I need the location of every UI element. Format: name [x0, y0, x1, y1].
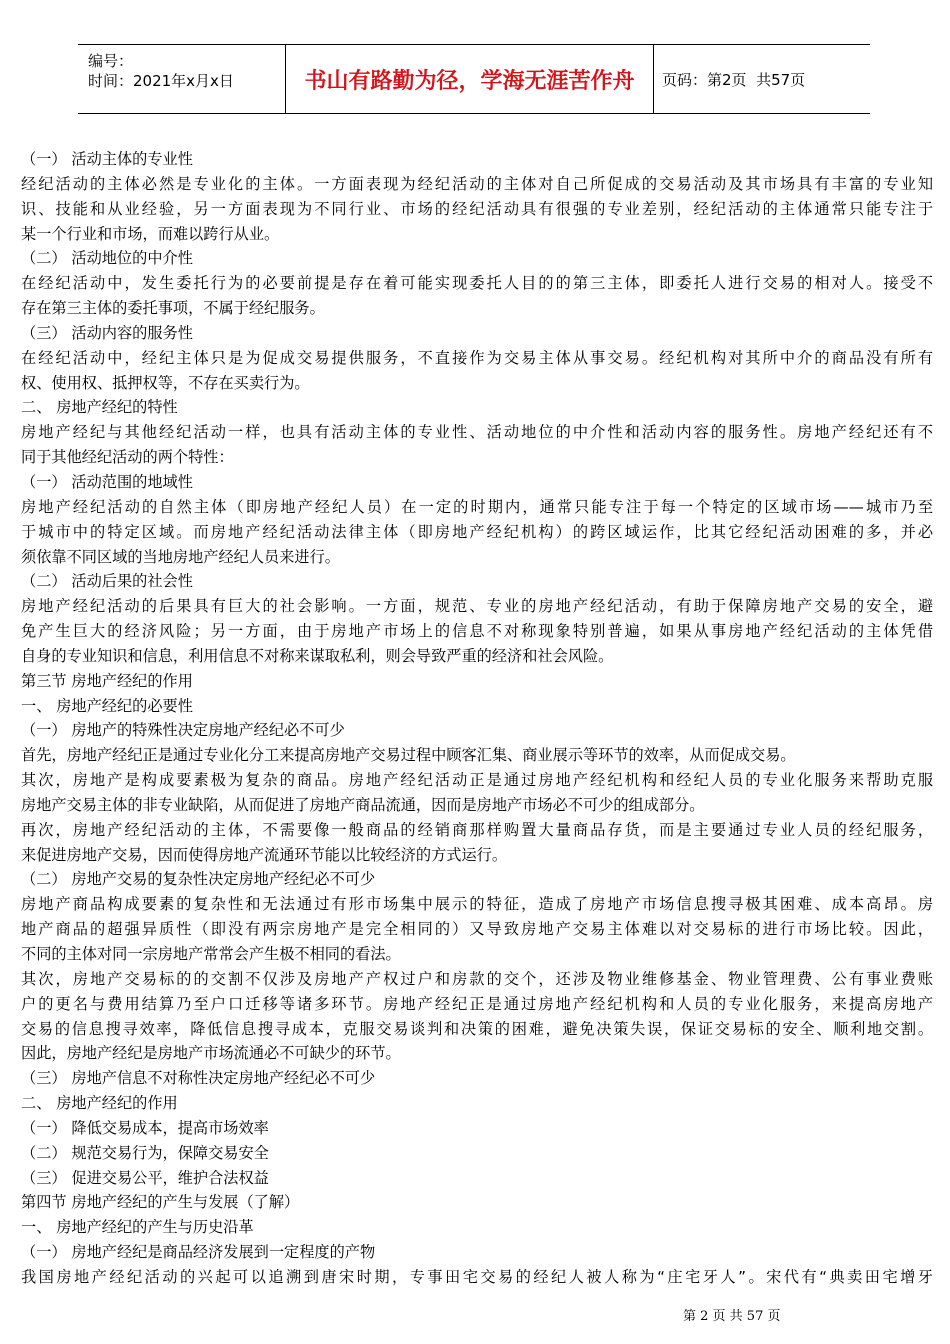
text-line: 户的更名与费用结算乃至户口迁移等诸多环节。房地产经纪正是通过房地产经纪机构和人员的专业化服务，来提高房地产: [21, 994, 933, 1013]
text-line: 权、使用权、抵押权等，不存在买卖行为。: [21, 373, 310, 392]
text-line: （二） 房地产交易的复杂性决定房地产经纪必不可少: [21, 870, 376, 889]
text-line: （三） 活动内容的服务性: [21, 323, 193, 342]
text-line: 首先，房地产经纪正是通过专业化分工来提高房地产交易过程中顾客汇集、商业展示等环节的效率，从而促成交易。: [21, 746, 796, 765]
text-line: 存在第三主体的委托事项，不属于经纪服务。: [21, 299, 325, 318]
text-line: 某一个行业和市场，而难以跨行从业。: [21, 224, 280, 243]
text-line: 二、 房地产经纪的特性: [21, 398, 178, 417]
text-line: 在经纪活动中，发生委托行为的必要前提是存在着可能实现委托人目的的第三主体，即委托人进行交易的相对人。接受不: [21, 274, 933, 293]
text-line: （一） 降低交易成本，提高市场效率: [21, 1118, 269, 1137]
text-line: （一） 活动范围的地域性: [21, 472, 193, 491]
text-line: 在经纪活动中，经纪主体只是为促成交易提供服务，不直接作为交易主体从事交易。经纪机构对其所中介的商品没有所有: [21, 348, 933, 367]
text-line: 来促进房地产交易，因而使得房地产流通环节能以比较经济的方式运行。: [21, 845, 507, 864]
text-line: 交易的信息搜寻效率，降低信息搜寻成本，克服交易谈判和决策的困难，避免决策失误，保证交易标的安全、顺利地交割。: [21, 1019, 933, 1038]
text-line: 一、 房地产经纪的必要性: [21, 696, 193, 715]
document-body: [21, 147, 933, 1290]
text-line: 我国房地产经纪活动的兴起可以追溯到唐宋时期，专事田宅交易的经纪人被人称为“庄宅牙人”。宋代有“典卖田宅增牙: [21, 1267, 933, 1286]
text-line: 第四节 房地产经纪的产生与发展（了解）: [21, 1193, 300, 1212]
text-line: 房地产经纪与其他经纪活动一样，也具有活动主体的专业性、活动地位的中介性和活动内容的服务性。房地产经纪还有不: [21, 423, 933, 442]
text-line: 须依靠不同区域的当地房地产经纪人员来进行。: [21, 547, 340, 566]
text-line: 一、 房地产经纪的产生与历史沿革: [21, 1218, 254, 1237]
text-line: 不同的主体对同一宗房地产常常会产生极不相同的看法。: [21, 945, 401, 963]
header-code-label: 编号：: [88, 52, 134, 70]
text-line: 自身的专业知识和信息，利用信息不对称来谋取私利，则会导致严重的经济和社会风险。: [21, 646, 614, 665]
text-line: 于城市中的特定区域。而房地产经纪活动法律主体（即房地产经纪机构）的跨区域运作，比其它经纪活动困难的多，并必: [21, 522, 933, 541]
text-line: （一） 活动主体的专业性: [21, 150, 193, 168]
text-line: 识、技能和从业经验，另一方面表现为不同行业、市场的经纪活动具有很强的专业差别，经纪活动的主体通常只能专注于: [21, 199, 933, 218]
text-line: （二） 活动后果的社会性: [21, 572, 193, 591]
text-line: 免产生巨大的经济风险；另一方面，由于房地产市场上的信息不对称现象特别普遍，如果从事房地产经纪活动的主体凭借: [21, 622, 933, 641]
page-header: [78, 44, 870, 114]
text-line: 二、 房地产经纪的作用: [21, 1094, 178, 1113]
page-footer: 第 2 页 共 57 页: [683, 1309, 781, 1324]
text-line: 因此，房地产经纪是房地产市场流通必不可缺少的环节。: [21, 1044, 401, 1063]
text-line: 房地产交易主体的非专业缺陷，从而促进了房地产商品流通，因而是房地产市场必不可少的组成部分。: [21, 795, 705, 814]
text-line: 同于其他经纪活动的两个特性：: [21, 448, 234, 467]
text-line: 房地产商品构成要素的复杂性和无法通过有形市场集中展示的特征，造成了房地产市场信息搜寻极其困难、成本高昂。房: [21, 895, 933, 914]
text-line: 其次，房地产是构成要素极为复杂的商品。房地产经纪活动正是通过房地产经纪机构和经纪人员的专业化服务来帮助克服: [21, 771, 933, 790]
text-line: 经纪活动的主体必然是专业化的主体。一方面表现为经纪活动的主体对自己所促成的交易活动及其市场具有丰富的专业知: [21, 174, 933, 193]
text-line: （一） 房地产的特殊性决定房地产经纪必不可少: [21, 721, 345, 740]
text-line: （三） 促进交易公平，维护合法权益: [21, 1168, 269, 1187]
text-line: 地产商品的超强异质性（即没有两宗房地产是完全相同的）又导致房地产交易主体难以对交易标的进行市场比较。因此，: [21, 920, 933, 939]
header-left-cell: [78, 45, 285, 113]
text-line: 再次，房地产经纪活动的主体，不需要像一般商品的经销商那样购置大量商品存货，而是主要通过专业人员的经纪服务，: [21, 820, 933, 839]
text-line: （二） 规范交易行为，保障交易安全: [21, 1143, 269, 1162]
header-page-info: 页码：第2页 共57页: [662, 70, 806, 89]
text-line: 其次，房地产交易标的的交割不仅涉及房地产产权过户和房款的交个，还涉及物业维修基金、物业管理费、公有事业费账: [21, 969, 933, 988]
text-line: （二） 活动地位的中介性: [21, 249, 193, 268]
header-motto: 书山有路勤为径，学海无涯苦作舟: [285, 45, 654, 113]
header-time-label: 时间：2021年x月x日: [88, 72, 234, 90]
text-line: 房地产经纪活动的自然主体（即房地产经纪人员）在一定的时期内，通常只能专注于每一个特定的区域市场——城市乃至: [21, 497, 933, 516]
text-line: 第三节 房地产经纪的作用: [21, 671, 193, 690]
text-line: 房地产经纪活动的后果具有巨大的社会影响。一方面，规范、专业的房地产经纪活动，有助于保障房地产交易的安全，避: [21, 597, 933, 616]
text-line: （一） 房地产经纪是商品经济发展到一定程度的产物: [21, 1243, 376, 1262]
text-line: （三） 房地产信息不对称性决定房地产经纪必不可少: [21, 1069, 376, 1088]
